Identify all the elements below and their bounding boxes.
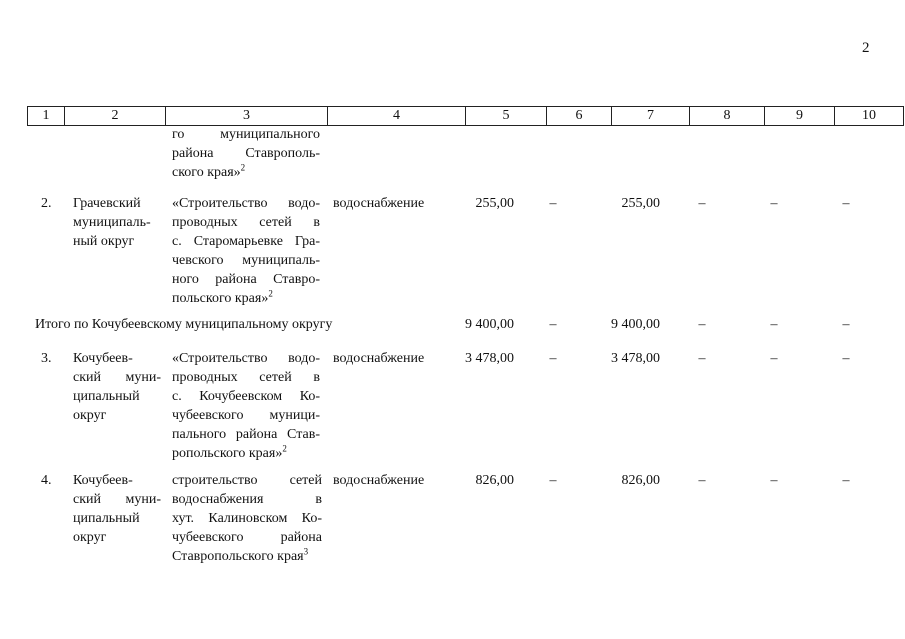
col9-value: – [770,196,778,211]
project-line: с. Старомарьевке Гра- [172,234,320,249]
project-line: проводных сетей в [172,215,320,230]
project-line-last: ропольского края»$^2$ [172,443,287,461]
total-col7: 9 400,00 [611,317,660,332]
col10-value: – [842,473,850,488]
header-col-5: 5 [466,107,547,125]
district-line: округ [73,408,107,423]
total-col8: – [698,317,706,332]
project-line: ного района Ставро- [172,272,320,287]
header-col-2: 2 [65,107,166,125]
page-number: 2 [862,40,870,56]
district-line: муниципаль- [73,215,151,230]
project-line: строительство сетей [172,473,322,488]
footnote-mark: 2 [268,288,273,299]
header-col-1: 1 [28,107,65,125]
header-col-7: 7 [612,107,690,125]
district-line: ский муни- [73,492,161,507]
col8-value: – [698,351,706,366]
total-col9: – [770,317,778,332]
col7-value: 255,00 [621,196,660,211]
project-line: хут. Калиновском Ко- [172,511,322,526]
header-col-3: 3 [166,107,328,125]
project-line: проводных сетей в [172,370,320,385]
col8-value: – [698,473,706,488]
col7-value: 826,00 [621,473,660,488]
row-number: 4. [41,473,52,488]
district-name [73,349,161,425]
project-line-last: Ставропольского края$^3$ [172,546,309,564]
total-col6: – [549,317,557,332]
district-line: ципальный [73,511,140,526]
project-line: чубеевского района [172,530,322,545]
project-name [172,194,320,308]
project-name [172,349,320,463]
project-line: «Строительство водо- [172,196,320,211]
facility-type: водоснабжение [333,196,425,211]
district-name [73,194,161,251]
facility-type: водоснабжение [333,351,425,366]
project-line-last: ского края»$^2$ [172,162,246,180]
col6-value: – [549,473,557,488]
project-name [172,471,322,566]
col9-value: – [770,351,778,366]
footnote-mark: 2 [282,443,287,454]
total-col5: 9 400,00 [465,317,514,332]
row-number: 2. [41,196,52,211]
district-line: округ [73,530,107,545]
table-header-row [27,106,904,126]
header-col-10: 10 [835,107,904,125]
project-line: пального района Став- [172,427,320,442]
district-line: Кочубеев- [73,351,133,366]
col5-value: 3 478,00 [465,351,514,366]
footnote-mark: 2 [240,162,246,173]
col5-value: 255,00 [475,196,514,211]
district-line: ципальный [73,389,140,404]
project-line: водоснабжения в [172,492,322,507]
total-label: Итого по Кочубеевскому муниципальному округу [35,317,333,332]
project-line: с. Кочубеевском Ко- [172,389,320,404]
project-line: «Строительство водо- [172,351,320,366]
row-number: 3. [41,351,52,366]
total-col10: – [842,317,850,332]
district-line: ский муни- [73,370,161,385]
continuation-project [172,125,320,182]
col7-value: 3 478,00 [611,351,660,366]
project-line: чевского муниципаль- [172,253,320,268]
header-col-8: 8 [690,107,765,125]
district-name [73,471,161,547]
header-col-9: 9 [765,107,835,125]
col10-value: – [842,351,850,366]
col6-value: – [549,351,557,366]
district-line: ный округ [73,234,135,249]
footnote-mark: 3 [303,546,309,557]
header-col-6: 6 [547,107,612,125]
project-line-last: польского края»$^2$ [172,288,273,306]
col8-value: – [698,196,706,211]
col6-value: – [549,196,557,211]
project-line: района Ставрополь- [172,146,320,161]
col10-value: – [842,196,850,211]
district-line: Грачевский [73,196,141,211]
district-line: Кочубеев- [73,473,133,488]
col9-value: – [770,473,778,488]
header-col-4: 4 [328,107,466,125]
project-line: го муниципального [172,127,320,142]
project-line: чубеевского муници- [172,408,320,423]
col5-value: 826,00 [475,473,514,488]
facility-type: водоснабжение [333,473,425,488]
